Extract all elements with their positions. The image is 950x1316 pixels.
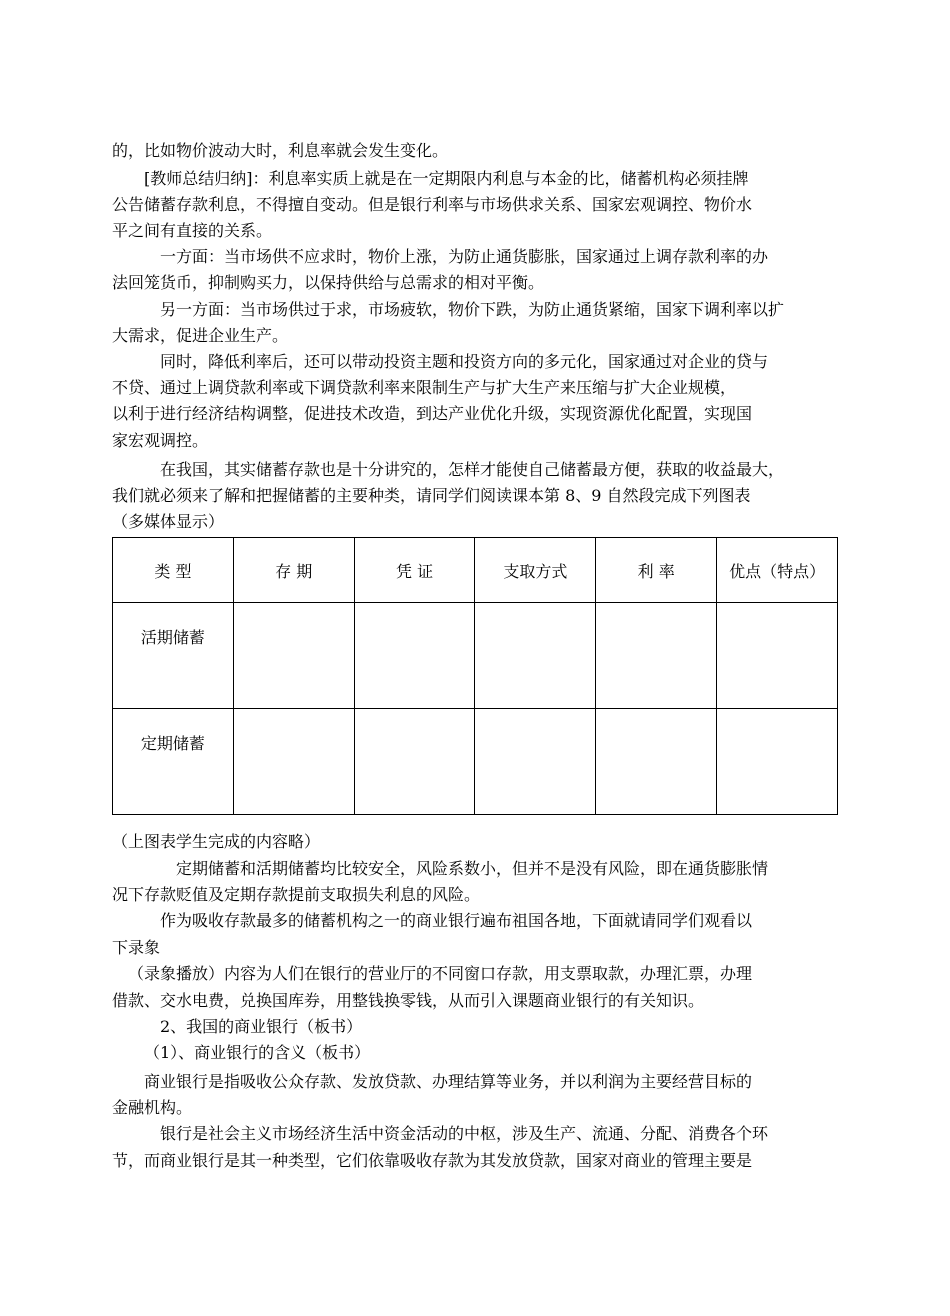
table-cell bbox=[354, 709, 475, 815]
table-cell bbox=[233, 709, 354, 815]
table-header-row bbox=[113, 538, 838, 603]
paragraph-line: 另一方面：当市场供过于求，市场疲软，物价下跌，为防止通货紧缩，国家下调利率以扩 bbox=[160, 300, 785, 319]
paragraph-line: 法回笼货币，抑制购买力，以保持供给与总需求的相对平衡。 bbox=[112, 273, 545, 292]
paragraph-line: 的，比如物价波动大时，利息率就会发生变化。 bbox=[112, 141, 449, 160]
paragraph-line: [教师总结归纳]：利息率实质上就是在一定期限内利息与本金的比，储蓄机构必须挂牌 bbox=[144, 169, 749, 188]
table-cell bbox=[113, 603, 234, 709]
paragraph-line: 况下存款贬值及定期存款提前支取损失利息的风险。 bbox=[112, 885, 481, 904]
subsection-heading: （1）、商业银行的含义（板书） bbox=[144, 1043, 371, 1062]
paragraph-line: 一方面：当市场供不应求时，物价上涨，为防止通货膨胀，国家通过上调存款利率的办 bbox=[160, 247, 769, 266]
table-header-cell: 凭 证 bbox=[354, 538, 475, 603]
paragraph-line: （录象播放）内容为人们在银行的营业厅的不同窗口存款，用支票取款，办理汇票，办理 bbox=[128, 964, 753, 983]
paragraph-line: 我们就必须来了解和把握储蓄的主要种类，请同学们阅读课本第 8、9 自然段完成下列图表 bbox=[112, 486, 751, 505]
paragraph-line: 同时，降低利率后，还可以带动投资主题和投资方向的多元化，国家通过对企业的贷与 bbox=[160, 352, 769, 371]
paragraph-line: 以利于进行经济结构调整，促进技术改造，到达产业优化升级，实现资源优化配置，实现国 bbox=[112, 404, 753, 423]
paragraph-line: 公告储蓄存款利息，不得擅自变动。但是银行利率与市场供求关系、国家宏观调控、物价水 bbox=[112, 195, 753, 214]
table-cell bbox=[113, 709, 234, 815]
table-row bbox=[113, 709, 838, 815]
table-cell bbox=[354, 603, 475, 709]
table-row bbox=[113, 603, 838, 709]
table-cell bbox=[596, 603, 717, 709]
table-cell bbox=[475, 709, 596, 815]
table-cell bbox=[596, 709, 717, 815]
paragraph-line: 作为吸收存款最多的储蓄机构之一的商业银行遍布祖国各地，下面就请同学们观看以 bbox=[160, 911, 753, 930]
paragraph-line: 商业银行是指吸收公众存款、发放贷款、办理结算等业务，并以利润为主要经营目标的 bbox=[144, 1072, 753, 1091]
paragraph-line: 家宏观调控。 bbox=[112, 431, 209, 450]
paragraph-line: （上图表学生完成的内容略） bbox=[112, 832, 321, 851]
paragraph-line: 在我国，其实储蓄存款也是十分讲究的，怎样才能使自己储蓄最方便，获取的收益最大， bbox=[160, 460, 785, 479]
savings-types-table bbox=[112, 537, 838, 815]
row-label: 定期储蓄 bbox=[140, 734, 205, 753]
table-header-cell: 类 型 bbox=[113, 538, 234, 603]
paragraph-line: 定期储蓄和活期储蓄均比较安全，风险系数小，但并不是没有风险，即在通货膨胀情 bbox=[176, 859, 769, 878]
table-header-cell: 存 期 bbox=[233, 538, 354, 603]
table-cell bbox=[475, 603, 596, 709]
table-cell bbox=[717, 603, 838, 709]
table-header-cell: 利 率 bbox=[596, 538, 717, 603]
paragraph-line: 借款、交水电费，兑换国库券，用整钱换零钱，从而引入课题商业银行的有关知识。 bbox=[112, 991, 705, 1010]
paragraph-line: 金融机构。 bbox=[112, 1098, 193, 1117]
paragraph-line: 不贷、通过上调贷款利率或下调贷款利率来限制生产与扩大生产来压缩与扩大企业规模， bbox=[112, 378, 737, 397]
paragraph-line: 银行是社会主义市场经济生活中资金活动的中枢，涉及生产、流通、分配、消费各个环 bbox=[160, 1124, 769, 1143]
section-heading: 2、我国的商业银行（板书） bbox=[160, 1017, 363, 1036]
paragraph-line: 平之间有直接的关系。 bbox=[112, 221, 273, 240]
table-header-cell: 支取方式 bbox=[475, 538, 596, 603]
paragraph-line: 下录象 bbox=[112, 938, 161, 957]
paragraph-line: 节，而商业银行是其一种类型，它们依靠吸收存款为其发放贷款，国家对商业的管理主要是 bbox=[112, 1151, 753, 1170]
table-cell bbox=[233, 603, 354, 709]
paragraph-line: 大需求，促进企业生产。 bbox=[112, 326, 289, 345]
table-cell bbox=[717, 709, 838, 815]
paragraph-line: （多媒体显示） bbox=[112, 512, 225, 531]
row-label: 活期储蓄 bbox=[140, 628, 205, 647]
table-header-cell: 优点（特点） bbox=[717, 538, 838, 603]
